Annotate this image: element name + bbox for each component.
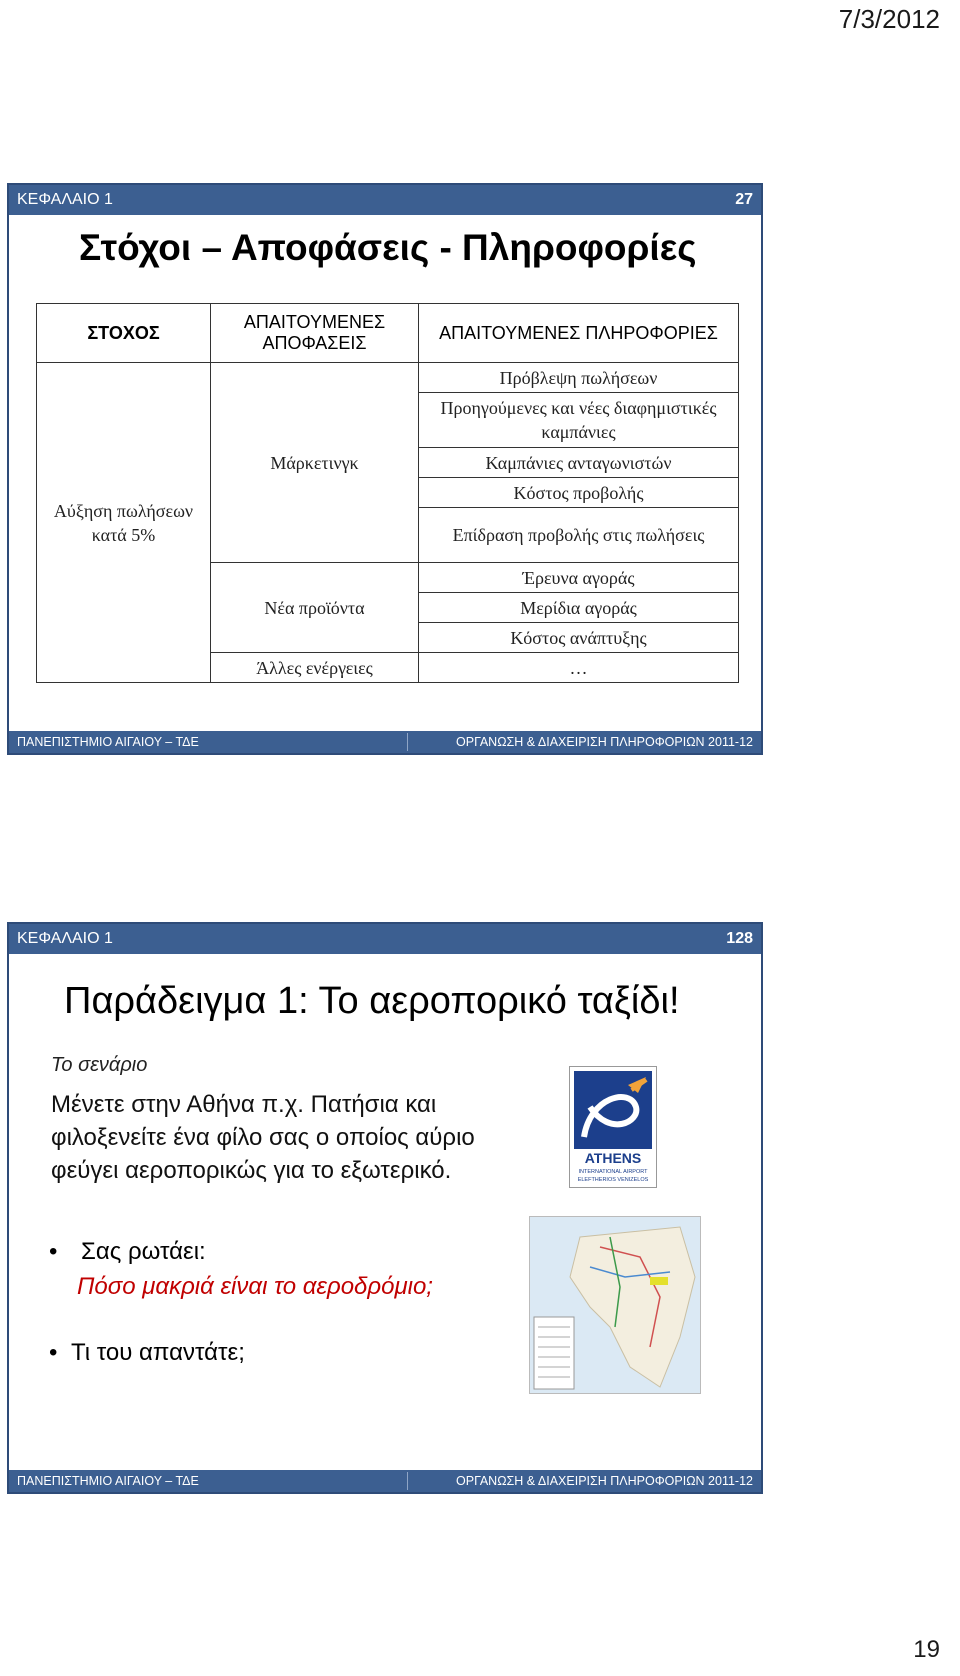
footer-right: ΟΡΓΑΝΩΣΗ & ΔΙΑΧΕΙΡΙΣΗ ΠΛΗΡΟΦΟΡΙΩΝ 2011-12 <box>456 1474 753 1488</box>
decision-other: Άλλες ενέργειες <box>211 653 419 683</box>
airport-logo-icon <box>570 1067 656 1187</box>
footer-divider <box>407 1472 408 1490</box>
slide-27 <box>7 183 763 755</box>
scenario-label: Το σενάριο <box>51 1054 148 1076</box>
slide-header <box>9 185 761 215</box>
footer-left: ΠΑΝΕΠΙΣΤΗΜΙΟ ΑΙΓΑΙΟΥ – ΤΔΕ <box>17 1474 199 1488</box>
bullet-icon: • <box>49 1339 58 1366</box>
decision-marketing: Μάρκετινγκ <box>211 363 419 563</box>
info-cell: … <box>419 653 739 683</box>
svg-text:INTERNATIONAL AIRPORT: INTERNATIONAL AIRPORT <box>578 1169 648 1175</box>
info-cell: Προηγούμενες και νέες διαφημιστικές καμπάνιες <box>419 393 739 448</box>
chapter-label: ΚΕΦΑΛΑΙΟ 1 <box>17 930 113 947</box>
footer-divider <box>407 733 408 751</box>
info-cell: Κόστος ανάπτυξης <box>419 623 739 653</box>
page-number: 19 <box>913 1636 940 1663</box>
goals-decisions-info-table <box>36 303 739 683</box>
decision-new-products: Νέα προϊόντα <box>211 563 419 653</box>
page-date: 7/3/2012 <box>838 4 940 34</box>
attica-map-image <box>529 1216 701 1394</box>
info-cell: Πρόβλεψη πωλήσεων <box>419 363 739 393</box>
header-decisions: ΑΠΑΙΤΟΥΜΕΝΕΣ ΑΠΟΦΑΣΕΙΣ <box>211 304 419 363</box>
chapter-label: ΚΕΦΑΛΑΙΟ 1 <box>17 191 113 208</box>
athens-airport-logo <box>569 1066 657 1188</box>
info-cell: Μερίδια αγοράς <box>419 593 739 623</box>
info-cell: Έρευνα αγοράς <box>419 563 739 593</box>
slide-footer <box>9 1470 761 1492</box>
slide-128 <box>7 922 763 1494</box>
info-cell: Επίδραση προβολής στις πωλήσεις <box>419 508 739 563</box>
bullet-answer: • Τι του απαντάτε; <box>49 1339 245 1366</box>
info-cell: Κόστος προβολής <box>419 478 739 508</box>
header-info: ΑΠΑΙΤΟΥΜΕΝΕΣ ΠΛΗΡΟΦΟΡΙΕΣ <box>419 304 739 363</box>
slide-footer <box>9 731 761 753</box>
slide-title: Παράδειγμα 1: Το αεροπορικό ταξίδι! <box>64 980 680 1022</box>
slide-number: 128 <box>726 930 753 947</box>
map-icon <box>530 1217 700 1393</box>
info-cell: Καμπάνιες ανταγωνιστών <box>419 448 739 478</box>
slide-header <box>9 924 761 954</box>
slide-title: Στόχοι – Αποφάσεις - Πληροφορίες <box>79 227 697 268</box>
airport-distance-question: Πόσο μακριά είναι το αεροδρόμιο; <box>77 1273 433 1300</box>
bullet-question: • Σας ρωτάει: Πόσο μακριά είναι το αεροδρόμιο; <box>49 1234 433 1304</box>
footer-left: ΠΑΝΕΠΙΣΤΗΜΙΟ ΑΙΓΑΙΟΥ – ΤΔΕ <box>17 735 199 749</box>
footer-right: ΟΡΓΑΝΩΣΗ & ΔΙΑΧΕΙΡΙΣΗ ΠΛΗΡΟΦΟΡΙΩΝ 2011-12 <box>456 735 753 749</box>
header-goal: ΣΤΟΧΟΣ <box>37 304 211 363</box>
goal-cell: Αύξηση πωλήσεων κατά 5% <box>37 363 211 683</box>
bullet-icon: • <box>49 1238 58 1265</box>
scenario-text: Μένετε στην Αθήνα π.χ. Πατήσια και φιλοξενείτε ένα φίλο σας ο οποίος αύριο φεύγει αεροπορικώς για το εξωτερικό. <box>51 1091 475 1184</box>
svg-text:ELEFTHERIOS VENIZELOS: ELEFTHERIOS VENIZELOS <box>577 1177 649 1183</box>
slide-number: 27 <box>735 191 753 208</box>
logo-text: ATHENS <box>584 1150 642 1166</box>
